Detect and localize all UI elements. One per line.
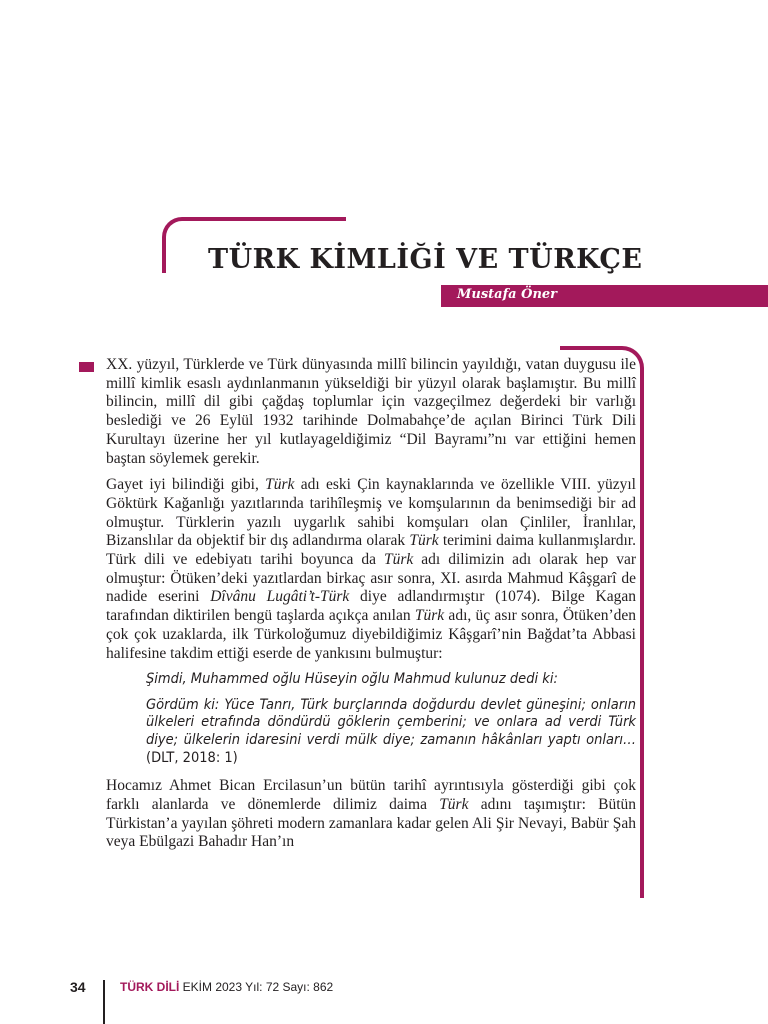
- quote-line-1: Şimdi, Muhammed oğlu Hüseyin oğlu Mahmud kulunuz dedi ki:: [146, 671, 558, 688]
- author-bar: [441, 285, 768, 307]
- magazine-name: TÜRK DİLİ: [120, 980, 180, 994]
- footer-issue-info: TÜRK DİLİ EKİM 2023 Yıl: 72 Sayı: 862: [120, 980, 334, 994]
- footer-divider: [103, 980, 105, 1024]
- quote-reference: (DLT, 2018: 1): [146, 749, 238, 766]
- dlt-quote: [146, 671, 636, 767]
- paragraph-ercilasun: Hocamız Ahmet Bican Ercilasun’un bütün tarihî ayrıntısıyla gösterdiği gibi çok farklı alanlarda ve dönemlerde dilimiz daima Türk adını taşımıştır: Bütün Türkistan’a yayılan şöhreti modern zamanlara kadar gelen Ali Şir Nevayi, Babür Şah veya Ebülgazi Bahadır Han’ın: [106, 777, 636, 851]
- author-name: Mustafa Öner: [457, 287, 558, 302]
- paragraph-turk-name: Gayet iyi bilindiği gibi, Türk adı eski Çin kaynaklarında ve özellikle VIII. yüzyıl Göktürk Kağanlığı yazıtlarında tarihîleşmiş ve komşularının da benimsediği bir ad olmuştur. Türklerin yazılı uygarlık sahibi komşuları olan Çinliler, İranlılar, Bizanslılar da objektif bir dış adlandırma olarak Türk terimini daima kullanmışlardır. Türk dili ve edebiyatı tarihi boyunca da Türk adı dilimizin adı olarak hep var olmuştur: Ötüken’deki yazıtlardan birkaç asır sonra, XI. asırda Mahmud Kâşgarî de nadide eserini Dîvânu Lugâti’t-Türk diye adlandırmıştır (1074). Bilge Kagan tarafından diktirilen bengü taşlarda açıkça anılan Türk adı, üç asır sonra, Ötüken’den çok çok uzaklarda, ilk Türkoloğumuz diyebildiğimiz Kâşgarî’nin Bağdat’ta Abbasi halifesine takdim ettiği eserde de yankısını bulmuştur:: [106, 476, 636, 662]
- paragraph-bullet-icon: [79, 362, 94, 372]
- quote-line-2: Gördüm ki: Yüce Tanrı, Türk burçlarında doğdurdu devlet güneşini; onların ülkeleri etrafında döndürdü göklerin çemberini; ve onlara ad verdi Türk diye; ülkelerin idaresini verdi mülk diye; zamanın hâkânları yaptı onları… (DLT, 2018: 1): [146, 696, 636, 766]
- page-number: 34: [70, 979, 86, 995]
- article-title: TÜRK KİMLİĞİ VE TÜRKÇE: [208, 244, 643, 275]
- article-body: [106, 356, 636, 860]
- paragraph-intro: XX. yüzyıl, Türklerde ve Türk dünyasında millî bilincin yayıldığı, vatan duygusu ile millî kimlik esaslı aydınlanmanın yükseldiği bir yüzyıl olarak başlamıştır. Bu millî bilincin, millî dil gibi çağdaş toplumlar için vazgeçilmez değerdeki bir varlığı beslediği ve 26 Eylül 1932 tarihinde Dolmabahçe’de açılan Birinci Türk Dili Kurultayı üzerine her yıl kutlayageldiğimiz “Dil Bayramı”nı var ettiğini hemen baştan söylemek gerekir.: [106, 356, 636, 467]
